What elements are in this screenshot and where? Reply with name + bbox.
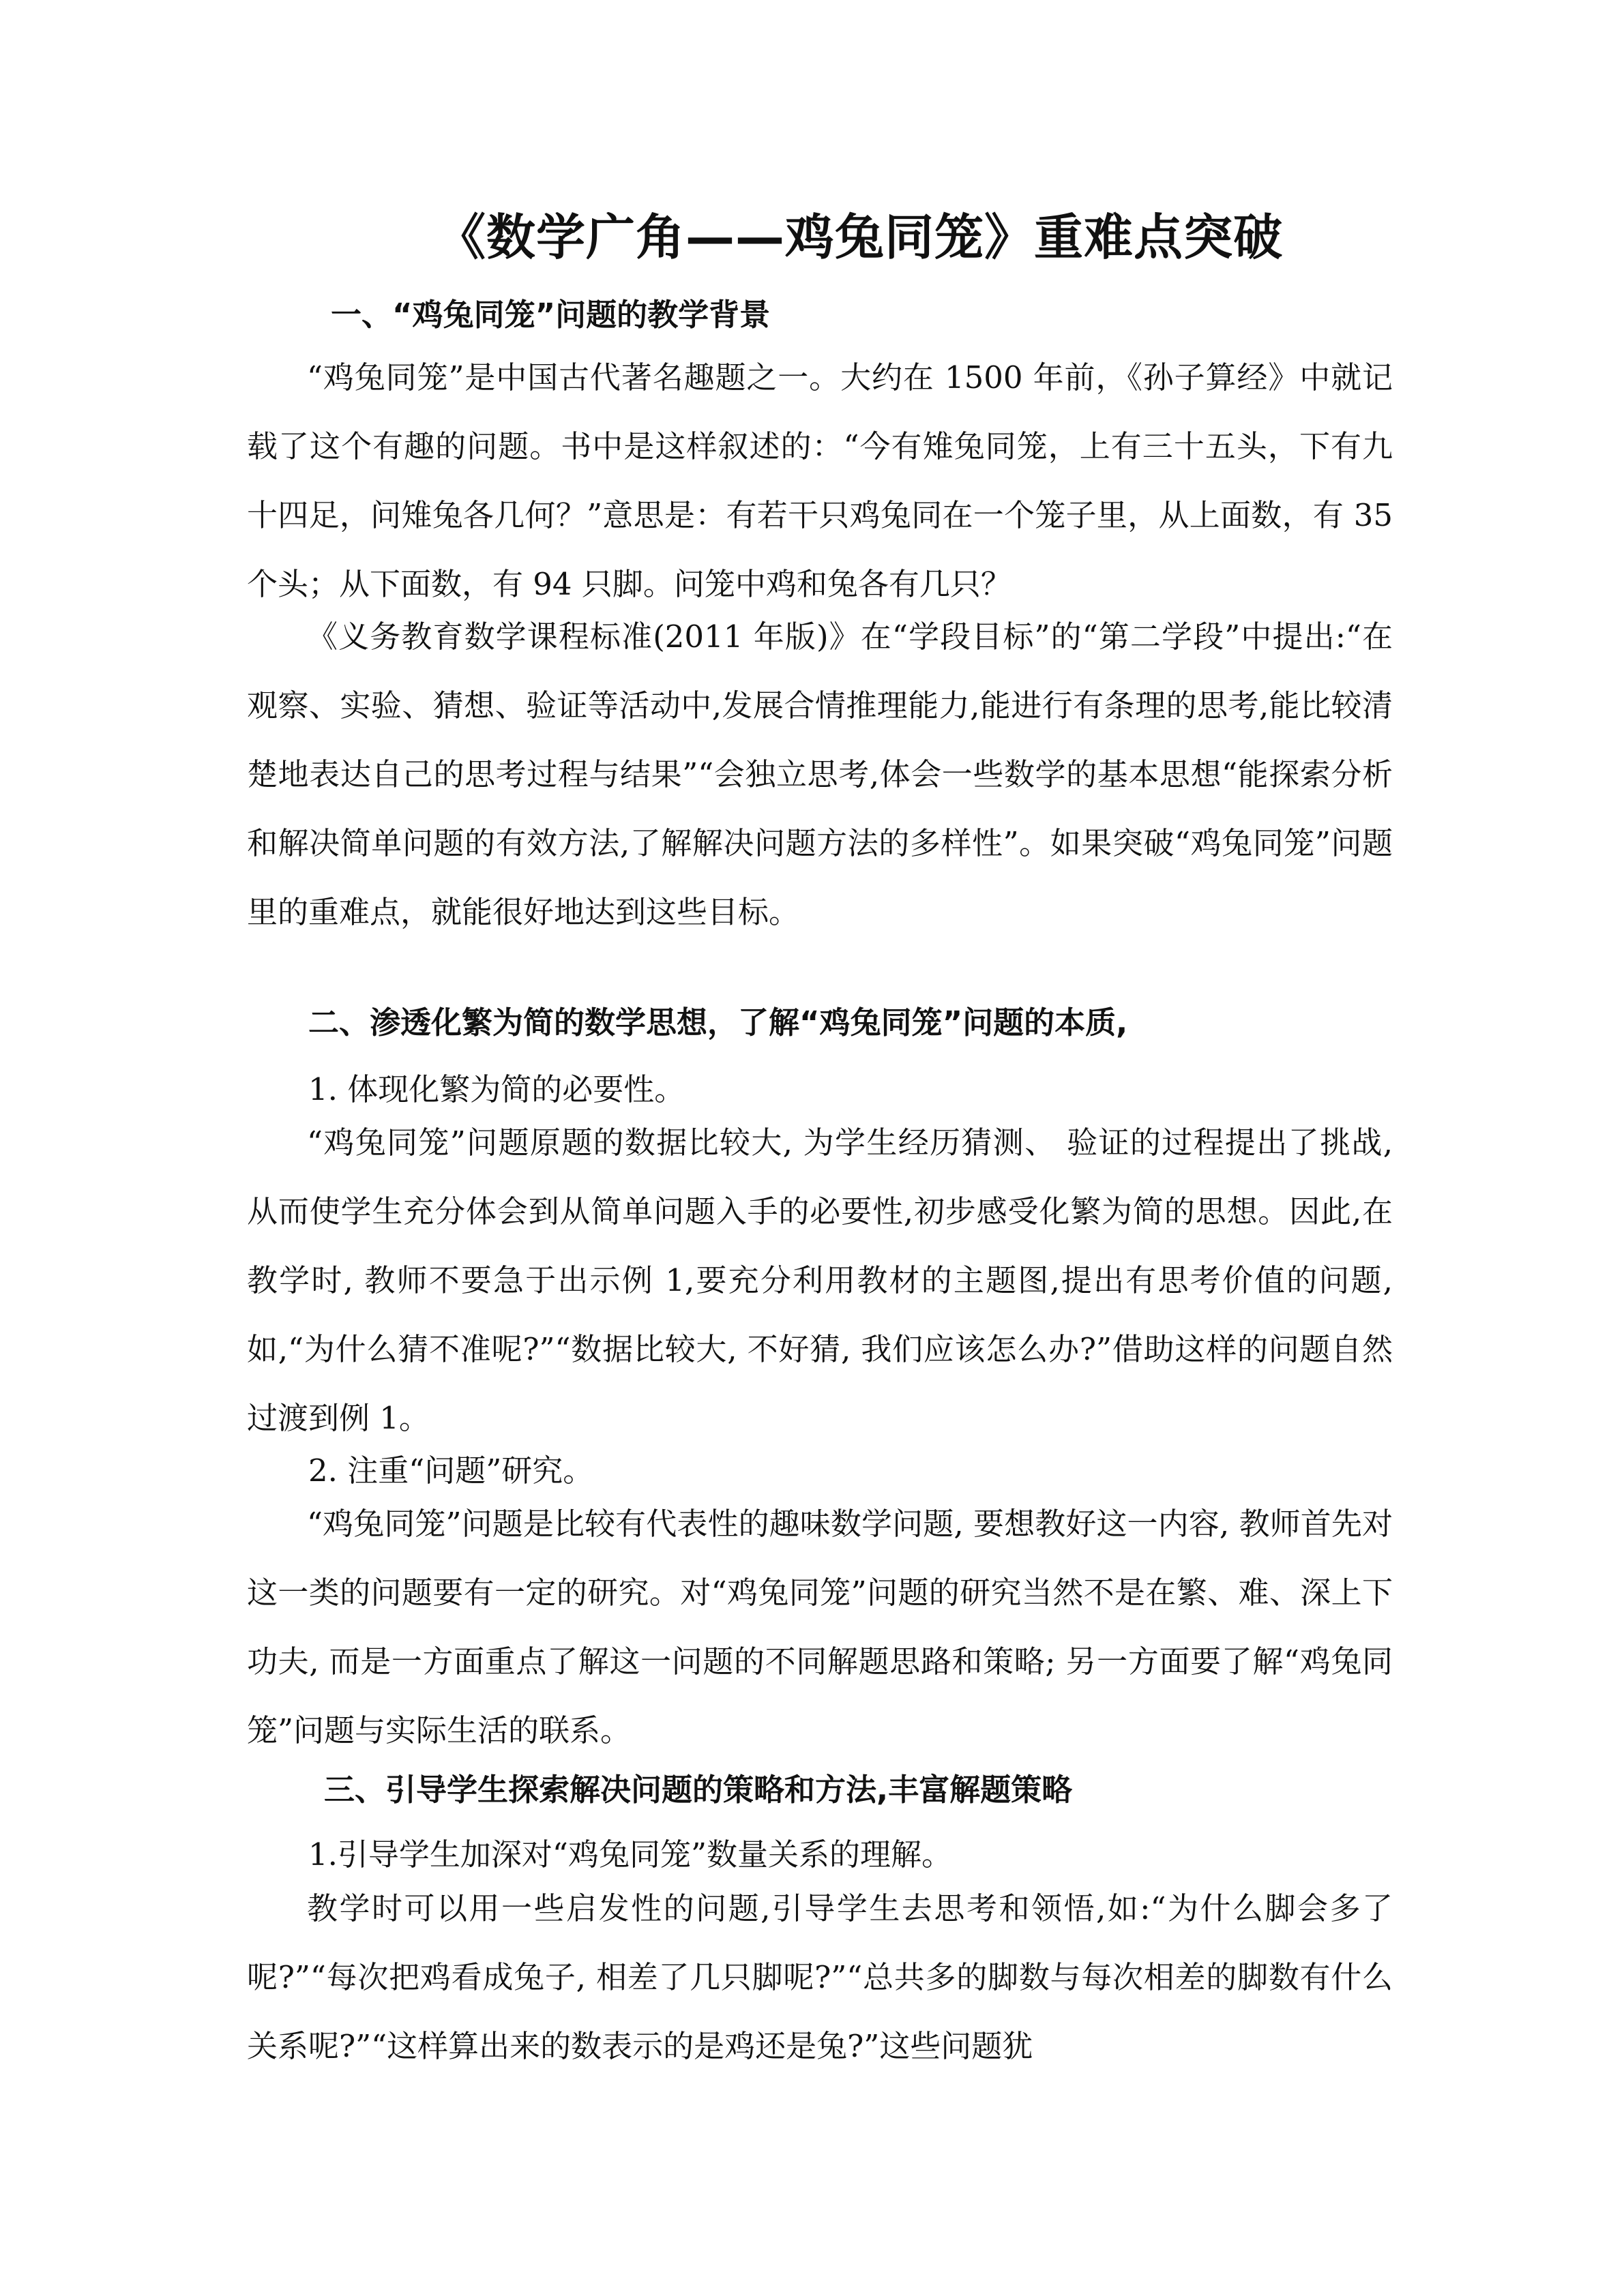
section-2-item-2-paragraph: “鸡兔同笼”问题是比较有代表性的趣味数学问题, 要想教好这一内容, 教师首先对这一类的问题要有一定的研究。对“鸡兔同笼”问题的研究当然不是在繁、难、深上下功夫, 而是一方面重点了解这一问题的不同解题思路和策略; 另一方面要了解“鸡兔同笼”问题与实际生活的联系。 [247,1506,1393,1748]
section-2-item-1-paragraph: “鸡兔同笼”问题原题的数据比较大, 为学生经历猜测、 验证的过程提出了挑战, 从而使学生充分体会到从简单问题入手的必要性,初步感受化繁为简的思想。因此,在教学时, 教师不要急于出示例 1,要充分利用教材的主题图,提出有思考价值的问题,如,“为什么猜不准呢?”“数据比较大, 不好猜, 我们应该怎么办?”借助这样的问题自然过渡到例 1。 [247,1124,1393,1436]
section-heading-2: 二、渗透化繁为简的数学思想，了解“鸡兔同笼”问题的本质, [308,1004,1128,1041]
section-3-item-1-paragraph: 教学时可以用一些启发性的问题,引导学生去思考和领悟,如:“为什么脚会多了呢?”“每次把鸡看成兔子, 相差了几只脚呢?”“总共多的脚数与每次相差的脚数有什么关系呢?”“这样算出来的数表示的是鸡还是兔?”这些问题犹 [247,1890,1393,2064]
section-2-item-1-label: 1. 体现化繁为简的必要性。 [308,1071,685,1107]
section-1-paragraph-1: “鸡兔同笼”是中国古代著名趣题之一。大约在 1500 年前，《孙子算经》中就记载了这个有趣的问题。书中是这样叙述的：“今有雉兔同笼，上有三十五头，下有九十四足，问雉兔各几何？”意思是：有若干只鸡兔同在一个笼子里，从上面数，有 35 个头；从下面数，有 94 只脚。问笼中鸡和兔各有几只？ [247,359,1393,602]
section-heading-1: 一、“鸡兔同笼”问题的教学背景 [331,297,771,333]
document-title: 《数学广角——鸡兔同笼》重难点突破 [437,209,1284,266]
section-1-paragraph-2: 《义务教育数学课程标准(2011 年版)》在“学段目标”的“第二学段”中提出:“在观察、实验、猜想、验证等活动中,发展合情推理能力,能进行有条理的思考,能比较清楚地表达自己的思考过程与结果”“会独立思考,体会一些数学的基本思想“能探索分析和解决简单问题的有效方法,了解解决问题方法的多样性”。如果突破“鸡兔同笼”问题里的重难点，就能很好地达到这些目标。 [247,618,1393,930]
section-3-item-1-label: 1.引导学生加深对“鸡兔同笼”数量关系的理解。 [308,1836,952,1873]
section-heading-3: 三、引导学生探索解决问题的策略和方法,丰富解题策略 [324,1772,1073,1808]
section-2-item-2-label: 2. 注重“问题”研究。 [308,1452,594,1489]
